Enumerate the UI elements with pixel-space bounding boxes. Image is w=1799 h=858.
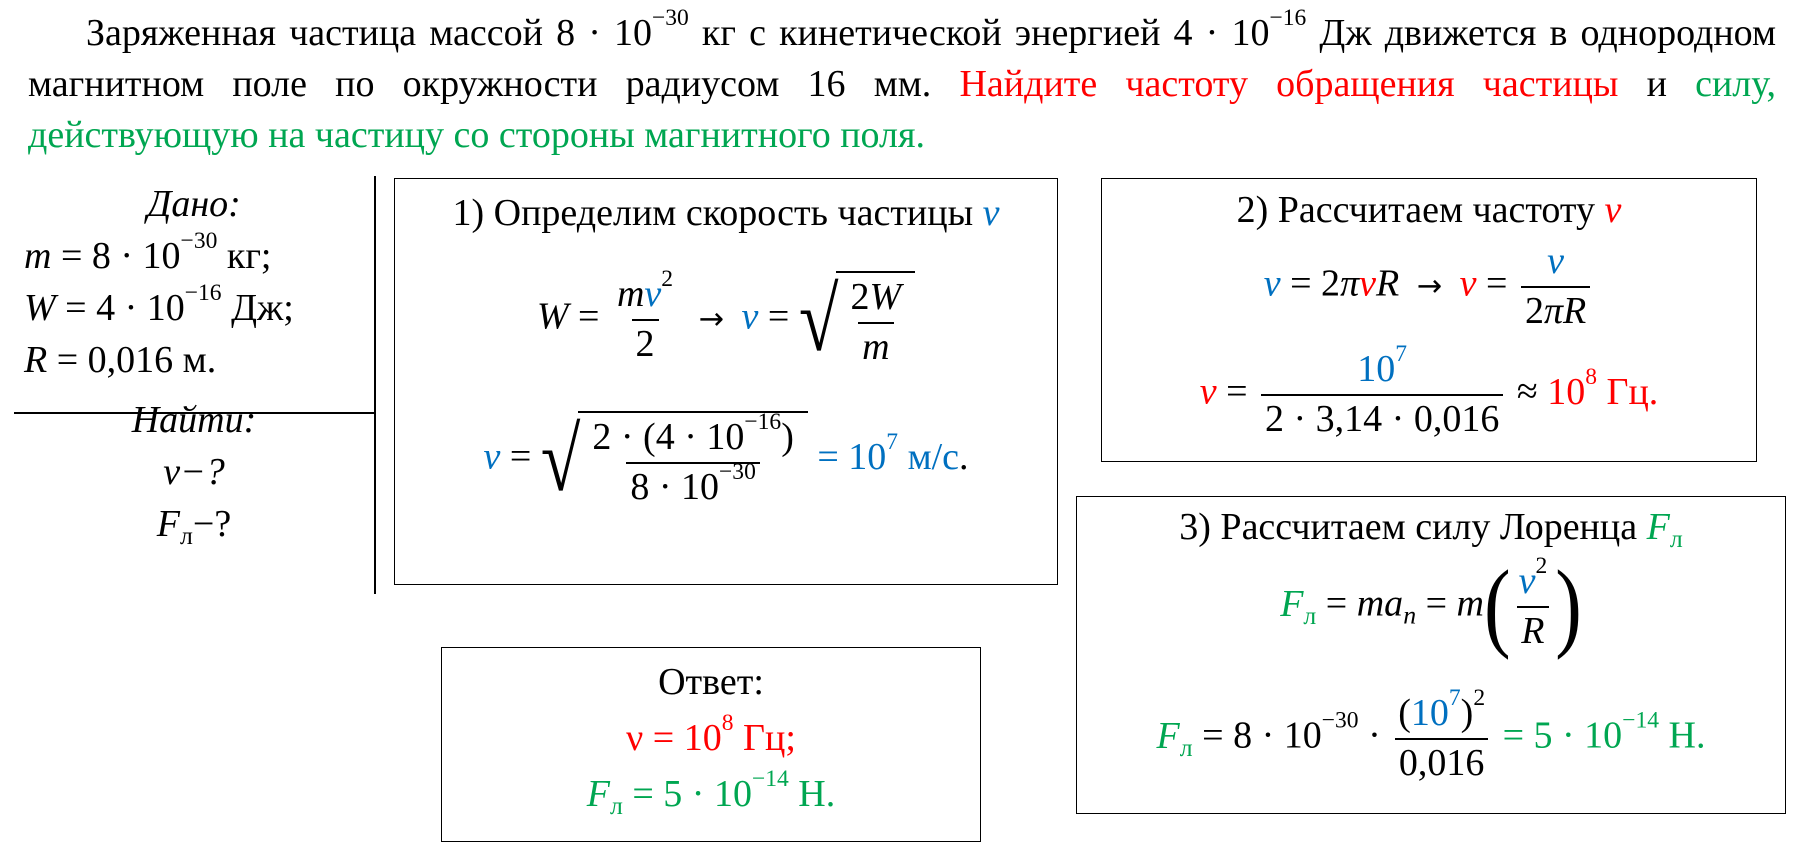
step1-box [394, 178, 1058, 585]
given-heading: Дано: [147, 183, 241, 225]
step1-formula: W = $\frac{mv^2}{2}$ → v = √ $\frac{2W}{m}$ [395, 271, 1057, 369]
answer-heading: Ответ: [658, 661, 764, 703]
find-heading: Найти: [131, 399, 257, 441]
given-divider-vertical [374, 176, 376, 594]
step1-title: 1) Определим скорость частицы v [452, 192, 1000, 234]
step2-title: 2) Рассчитаем частоту ν [1236, 189, 1622, 231]
find-force: $F_л-$? [156, 503, 232, 550]
given-radius: R = 0,016 м. [24, 339, 217, 381]
find-frequency: ν−? [163, 451, 225, 493]
given-divider-horizontal [14, 412, 374, 414]
step2-formula: v = 2πνR → ν = $\frac{v}{2\pi R}$ [1102, 241, 1756, 333]
given-mass: $m = 8 \cdot 10^{-30}$ кг; [24, 227, 272, 277]
task-frequency: Найдите частоту обращения частицы [959, 63, 1619, 105]
answer-frequency: $\nu = 10^8$ Гц; [626, 709, 796, 759]
step1-calculation: v = √ $\frac{2 \cdot (4 \cdot 10^{-16})}{8 \cdot 10^{-30}}$ = $10^7$ м/с. [483, 408, 969, 510]
step2-calculation: ν = $\frac{10^7}{2 \cdot 3,14 \cdot 0,016}$ ≈ $10^8$ Гц. [1199, 340, 1659, 440]
given-section [14, 178, 374, 550]
given-energy: $W = 4 \cdot 10^{-16}$ Дж; [24, 279, 294, 329]
task-force: силу, действующую на частицу со стороны магнитного поля. [28, 63, 1776, 156]
step1-result: = $10^7$ м/с. [817, 428, 969, 478]
step3-formula: $F_л = ma_n = m$( $\frac{v^2}{R}$ ) [1280, 550, 1582, 661]
step3-title: 3) Рассчитаем силу Лоренца $F_л$ [1179, 506, 1683, 553]
step3-box [1076, 496, 1786, 814]
step2-box [1101, 178, 1757, 462]
step3-calculation: $F_л = 8 \cdot 10^{-30}$ · $\frac{(10^7)^2}{0,016}$ = $5 \cdot 10^{-14}$ Н. [1156, 684, 1706, 784]
answer-force: $F_л = 5 \cdot 10^{-14}$ Н. [586, 765, 836, 820]
answer-box [441, 647, 981, 842]
problem-statement: Заряженная частица массой $8 \cdot 10^{-30}$ кг с кинетической энергией $4 \cdot 10^{-16}$ Дж движется в однородном магнитном поле по окружности радиусом 16 мм. Найдите частоту обращения частицы и силу, действующую на частицу со стороны магнитного поля. [28, 4, 1776, 156]
